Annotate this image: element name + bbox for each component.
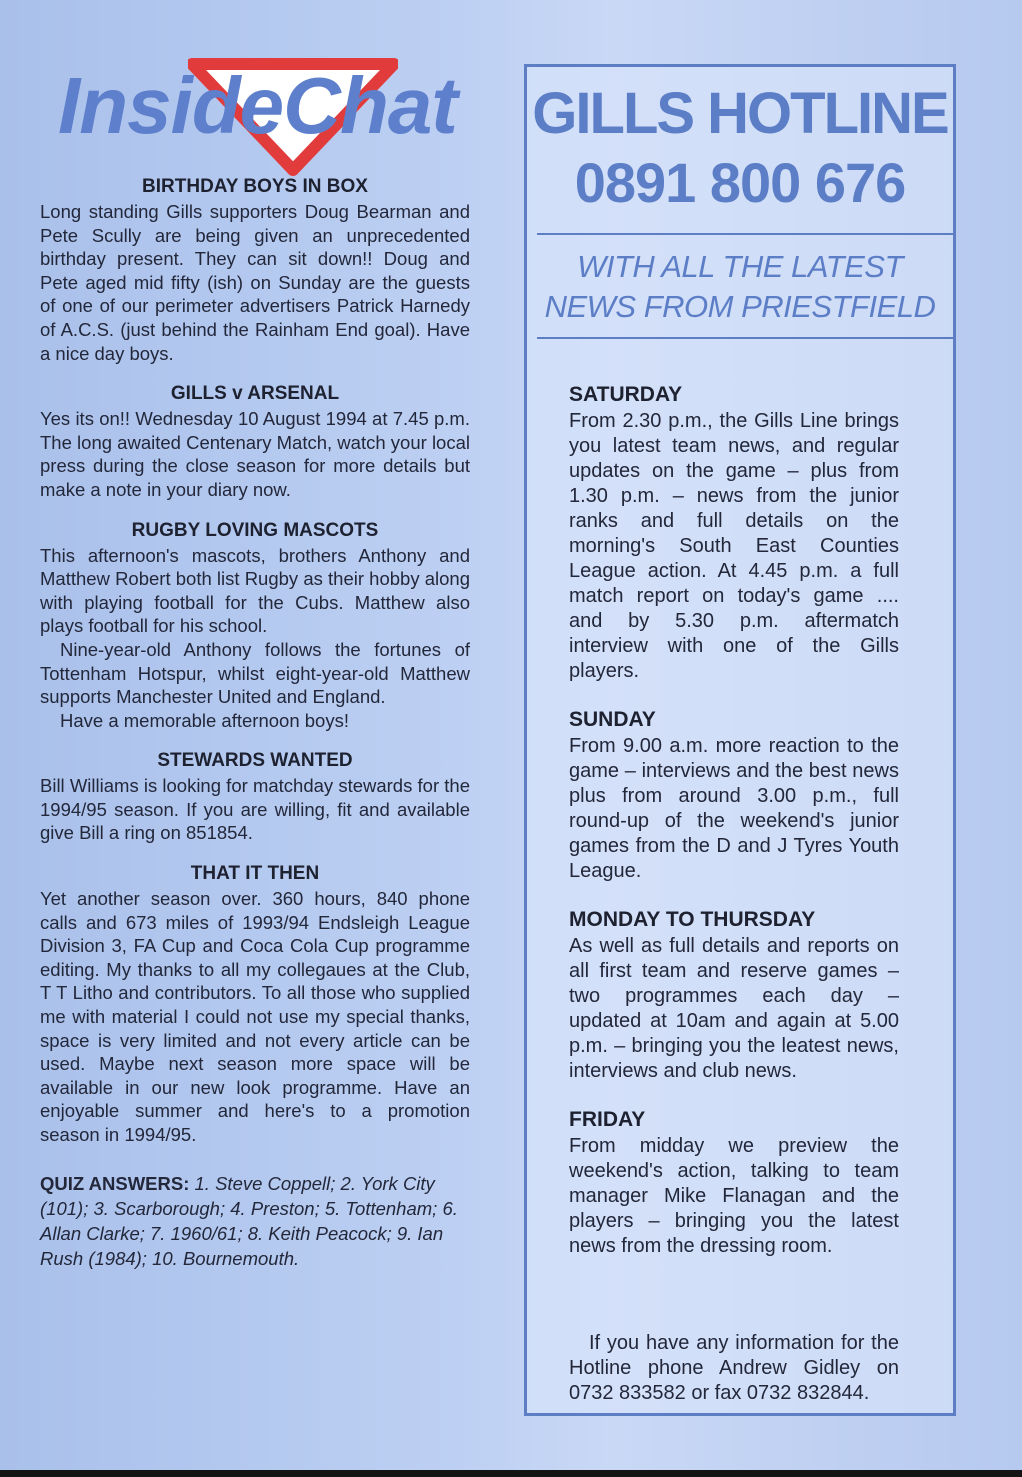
section-heading: BIRTHDAY BOYS IN BOX xyxy=(142,176,368,197)
hotline-phone-number: 0891 800 676 xyxy=(574,151,906,214)
schedule-text: From midday we preview the weekend's action, talking to team manager Mike Flanagan and the players – bringing you the latest news from the dressing room. xyxy=(569,1135,899,1257)
tagline-line: NEWS FROM PRIESTFIELD xyxy=(544,289,936,324)
tagline-line: WITH ALL THE LATEST xyxy=(577,249,903,284)
quiz-answers-text: 1. Steve Coppell; 2. York City (101); 3. Scarborough; 4. Preston; 5. Tottenham; 6. Allan Clarke; 7. 1960/61; 8. Keith Peacock; 9. Ian Rush (1984); 10. Bournemouth. xyxy=(40,1172,458,1269)
section-paragraph: Yes its on!! Wednesday 10 August 1994 at 7.45 p.m. The long awaited Centenary Match, watch your local press during the close season for more details but make a note in your diary now. xyxy=(40,408,470,500)
section-stewards-wanted xyxy=(40,750,470,845)
hotline-contact-info: If you have any information for the Hotline phone Andrew Gidley on 0732 833582 or fax 0732 832844. xyxy=(569,1332,899,1404)
section-heading: RUGBY LOVING MASCOTS xyxy=(131,519,379,541)
section-heading: THAT IT THEN xyxy=(190,863,320,885)
section-birthday-boys xyxy=(40,176,470,365)
section-gills-v-arsenal xyxy=(40,383,470,501)
left-column xyxy=(40,176,470,1271)
schedule-saturday xyxy=(569,383,899,684)
schedule-heading: SUNDAY xyxy=(569,708,656,731)
logo-text: InsideChat xyxy=(58,61,457,150)
inside-chat-logo xyxy=(58,58,488,178)
schedule-heading: FRIDAY xyxy=(569,1108,646,1131)
section-paragraph: Bill Williams is looking for matchday stewards for the 1994/95 season. If you are willing, fit and available give Bill a ring on 851854. xyxy=(40,775,470,844)
schedule-text: From 9.00 a.m. more reaction to the game – interviews and the best news plus from around 3.00 p.m., full round-up of the weekend's junior games from the D and J Tyres Youth League. xyxy=(569,735,899,882)
page-edge xyxy=(0,1470,1022,1477)
schedule-text: From 2.30 p.m., the Gills Line brings you latest team news, and regular updates on the game – plus from 1.30 p.m. – news from the junior ranks and full details on the morning's South East Counties League action. At 4.45 p.m. a full match report on today's game .... and by 5.30 p.m. aftermatch interview with one of the Gills players. xyxy=(569,410,899,682)
section-that-it-then xyxy=(40,863,470,1147)
section-heading: STEWARDS WANTED xyxy=(157,750,353,772)
divider xyxy=(537,233,956,235)
section-paragraph: Yet another season over. 360 hours, 840 phone calls and 673 miles of 1993/94 Endsleigh League Division 3, FA Cup and Coca Cola Cup programme editing. My thanks to all my collegaues at the Club, T T Litho and contributors. To all those who supplied me with material I could not use my special thanks, space is very limited and not every article can be used. Maybe next season more space will be available in our new look programme. Have an enjoyable summer and here's to a promotion season in 1994/95. xyxy=(40,888,470,1145)
schedule-heading: MONDAY TO THURSDAY xyxy=(569,908,816,931)
quiz-answers xyxy=(40,1171,470,1271)
quiz-label: QUIZ ANSWERS: xyxy=(40,1172,190,1194)
section-rugby-mascots xyxy=(40,520,470,733)
section-paragraph: Have a memorable afternoon boys! xyxy=(60,709,349,731)
schedule-friday xyxy=(569,1108,899,1259)
section-paragraph: This afternoon's mascots, brothers Anthony and Matthew Robert both list Rugby as their hobby along with playing football for the Cubs. Matthew also plays football for his school. xyxy=(40,544,470,637)
schedule-sunday xyxy=(569,708,899,884)
gills-hotline-box xyxy=(524,64,956,1416)
schedule-heading: SATURDAY xyxy=(569,383,683,406)
schedule-text: As well as full details and reports on all first team and reserve games – two programmes each day – updated at 10am and again at 5.00 p.m. – bringing you the leatest news, interviews and club news. xyxy=(569,935,899,1082)
schedule-monday-to-thursday xyxy=(569,908,899,1084)
section-paragraph: Nine-year-old Anthony follows the fortunes of Tottenham Hotspur, whilst eight-year-old Matthew supports Manchester United and England. xyxy=(40,638,470,708)
section-paragraph: Long standing Gills supporters Doug Bearman and Pete Scully are being given an unprecedented birthday present. They can sit down!! Doug and Pete aged mid fifty (ish) on Sunday are the guests of one of our perimeter advertisers Patrick Harnedy of A.C.S. (just behind the Rainham End goal). Have a nice day boys. xyxy=(40,201,470,364)
hotline-schedule xyxy=(527,339,953,1406)
section-heading: GILLS v ARSENAL xyxy=(170,383,340,405)
hotline-tagline xyxy=(527,247,953,327)
hotline-title: GILLS HOTLINE xyxy=(532,81,948,146)
